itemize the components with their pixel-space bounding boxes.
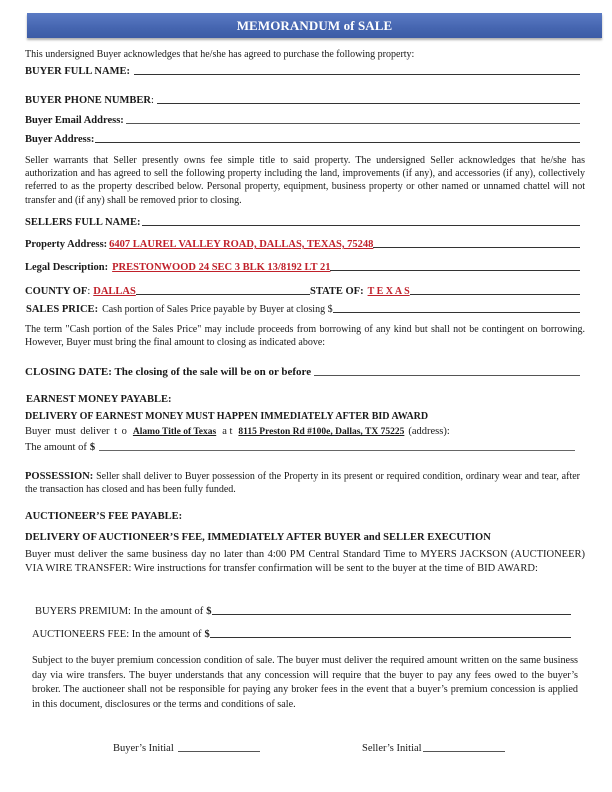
buyer-address-row	[25, 134, 580, 145]
sellers-full-name-field[interactable]	[142, 225, 580, 226]
county-line	[136, 294, 310, 295]
county-colon: :	[87, 286, 91, 297]
earnest-money-subheading: DELIVERY OF EARNEST MONEY MUST HAPPEN IMMEDIATELY AFTER BID AWARD	[25, 411, 429, 422]
title-company-address-value[interactable]: 8115 Preston Rd #100e, Dallas, TX 75225	[238, 427, 405, 437]
property-address-line	[373, 247, 580, 248]
state-row	[310, 286, 580, 297]
buyer-phone-row	[25, 95, 580, 106]
buyers-premium-dollar: $	[206, 606, 212, 617]
property-address-value[interactable]: 6407 LAUREL VALLEY ROAD, DALLAS, TEXAS, 75248	[109, 239, 374, 250]
closing-date-label: CLOSING DATE: The closing of the sale will be on or before	[25, 366, 312, 378]
sales-price-label: SALES PRICE:	[26, 304, 99, 315]
earnest-dollar-sign: $	[89, 442, 96, 453]
buyer-full-name-label: BUYER FULL NAME:	[25, 66, 131, 77]
county-value[interactable]: DALLAS	[93, 286, 136, 297]
buyer-email-row	[25, 115, 580, 126]
auctioneers-fee-label: AUCTIONEERS FEE: In the amount of	[32, 629, 202, 640]
state-label: STATE OF:	[310, 286, 364, 297]
auctioneer-fee-heading: AUCTIONEER’S FEE PAYABLE:	[25, 511, 183, 522]
deliver-prefix: Buyer must deliver t o	[25, 426, 127, 437]
seller-initial-label: Seller’s Initial	[362, 743, 422, 754]
possession-paragraph	[25, 470, 580, 496]
earnest-amount-field[interactable]	[99, 450, 575, 451]
buyer-initial-field[interactable]	[178, 751, 260, 752]
earnest-delivery-row	[25, 426, 450, 437]
auctioneers-fee-field[interactable]	[210, 637, 571, 638]
document-title: MEMORANDUM of SALE	[236, 17, 393, 33]
state-line	[410, 294, 580, 295]
cash-portion-paragraph: The term "Cash portion of the Sales Price" may include proceeds from borrowing of any kind but shall not be contingent on borrowing. However, Buyer must bring the final amount to closing as indicated above:	[25, 324, 585, 349]
sellers-full-name-row	[25, 217, 580, 228]
buyers-premium-label: BUYERS PREMIUM: In the amount of	[35, 606, 204, 617]
sales-price-field[interactable]	[333, 312, 580, 313]
buyer-full-name-field[interactable]	[134, 74, 580, 75]
legal-description-value[interactable]: PRESTONWOOD 24 SEC 3 BLK 13/8192 LT 21	[112, 262, 331, 273]
buyer-phone-label: BUYER PHONE NUMBER	[25, 95, 152, 106]
concession-paragraph: Subject to the buyer premium concession condition of sale. The buyer must deliver the required amount written on the same business day via wire transfers. The buyer understands that any concession will require that the buyer to pay any fees owed to the buyer’s broker. The auctioneer shall not be responsible for paying any broker fees in the event that a buyer’s premium concession is applied in this document, disclosures or the terms and conditions of sale.	[32, 655, 578, 710]
county-label: COUNTY OF	[25, 286, 88, 297]
at-text: a t	[222, 426, 233, 437]
possession-label: POSSESSION:	[25, 471, 94, 482]
buyer-phone-field[interactable]	[157, 103, 580, 104]
earnest-amount-row	[25, 442, 575, 453]
sellers-full-name-label: SELLERS FULL NAME:	[25, 217, 141, 228]
legal-description-row	[25, 262, 580, 273]
buyer-email-field[interactable]	[126, 123, 580, 124]
closing-date-row	[25, 366, 580, 378]
buyer-address-field[interactable]	[95, 142, 580, 143]
property-address-label: Property Address:	[25, 239, 108, 250]
earnest-money-heading: EARNEST MONEY PAYABLE:	[26, 394, 172, 405]
property-address-row	[25, 239, 580, 250]
address-suffix: (address):	[408, 426, 450, 437]
state-value[interactable]: T E X A S	[367, 286, 410, 297]
buyer-email-label: Buyer Email Address:	[25, 115, 124, 126]
auctioneer-instructions: Buyer must deliver the same business day no later than 4:00 PM Central Standard Time to MYERS JACKSON (AUCTIONEER) VIA WIRE TRANSFER: Wire instructions for transfer confirmation will be sent to the buyer at the time of BID AWARD:	[25, 549, 585, 574]
auctioneers-fee-dollar: $	[204, 629, 210, 640]
closing-date-field[interactable]	[314, 375, 580, 376]
seller-initial-field[interactable]	[423, 751, 505, 752]
buyer-phone-colon: :	[151, 95, 154, 106]
buyer-initial-label: Buyer’s Initial	[113, 743, 174, 754]
seller-warranty-paragraph: Seller warrants that Seller presently owns fee simple title to said property. The undersigned Seller acknowledges that he/she has authorization and has agreed to sell the following property including the land, improvements (if any), and accessories (if any), collectively referred to as the property described below. Personal property, equipment, business property or other named or unnamed chattel will not transfer and (if any) shall be removed prior to closing.	[25, 155, 585, 206]
title-banner	[27, 13, 602, 38]
sales-price-text: Cash portion of Sales Price payable by Buyer at closing $	[102, 304, 333, 315]
title-company-value[interactable]: Alamo Title of Texas	[132, 427, 217, 437]
legal-description-label: Legal Description:	[25, 262, 109, 273]
auctioneers-fee-row	[32, 629, 571, 640]
intro-text: This undersigned Buyer acknowledges that he/she has agreed to purchase the following property:	[25, 49, 415, 60]
buyer-full-name-row	[25, 66, 580, 77]
buyer-address-label: Buyer Address:	[25, 134, 95, 145]
seller-initial-row	[362, 743, 505, 754]
auctioneer-fee-subheading: DELIVERY OF AUCTIONEER’S FEE, IMMEDIATELY AFTER BUYER and SELLER EXECUTION	[25, 532, 491, 543]
possession-text: Seller shall deliver to Buyer possession of the Property in its present or required condition, ordinary wear and tear, after the transaction has closed and has been fully funded.	[25, 471, 580, 496]
legal-description-line	[330, 270, 580, 271]
county-row	[25, 286, 310, 297]
buyer-initial-row	[113, 743, 260, 754]
earnest-amount-label: The amount of	[25, 442, 87, 453]
sales-price-row	[26, 304, 580, 315]
buyers-premium-field[interactable]	[212, 614, 571, 615]
buyers-premium-row	[35, 606, 571, 617]
